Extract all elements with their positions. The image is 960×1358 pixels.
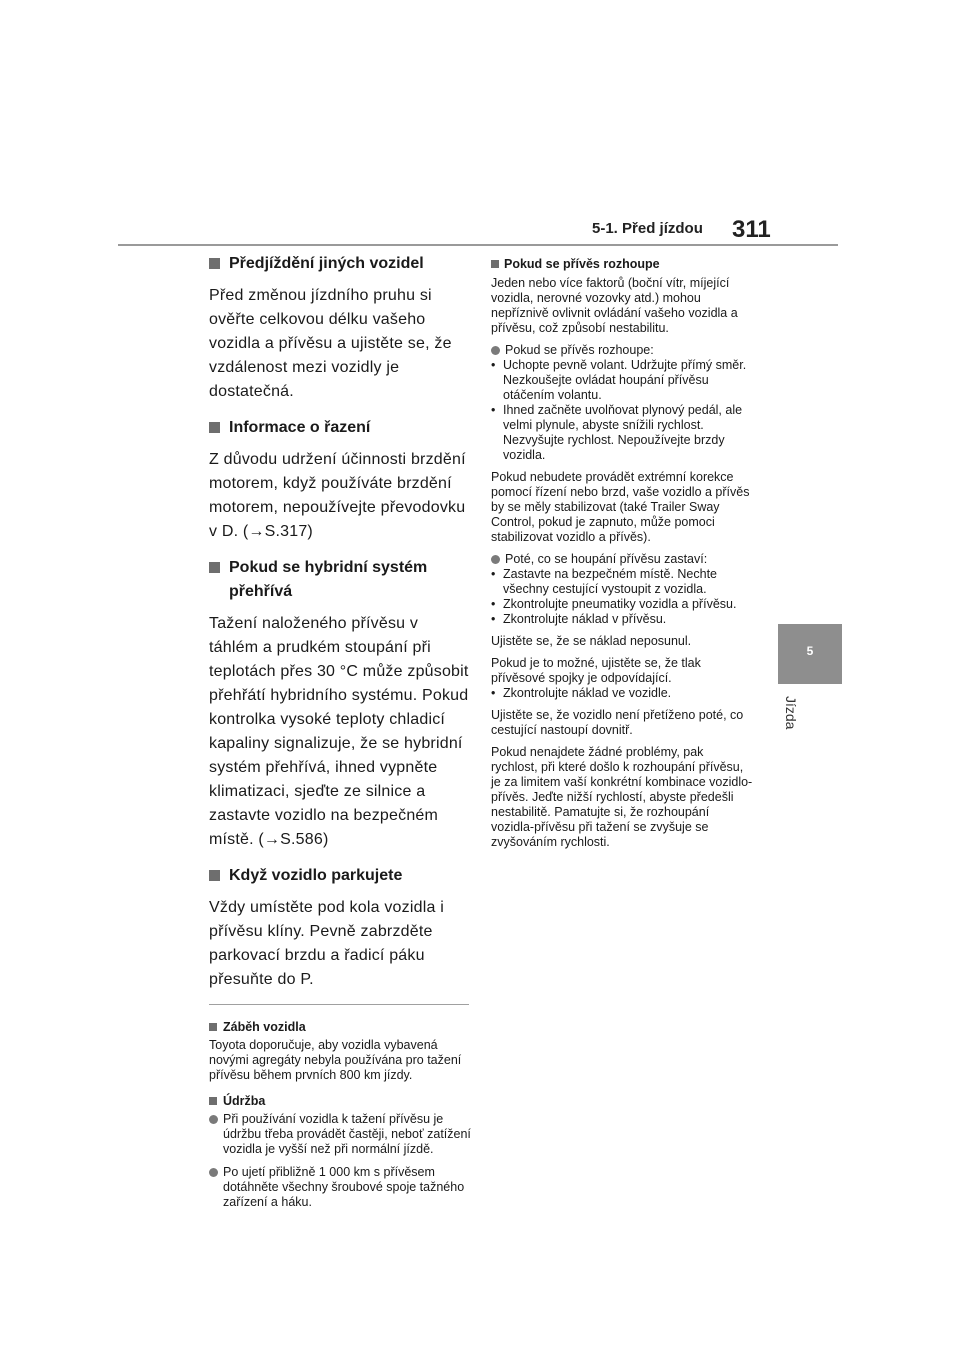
square-bullet-icon	[209, 422, 220, 433]
square-bullet-icon	[491, 260, 499, 268]
sub-list-item: • Zkontrolujte náklad v přívěsu.	[491, 612, 667, 626]
square-bullet-icon	[209, 870, 220, 881]
sub-list	[491, 358, 753, 463]
sub-list-item: • Zkontrolujte pneumatiky vozidla a přívěsu.	[491, 597, 737, 611]
chapter-number: 5	[806, 644, 814, 658]
paragraph: Jeden nebo více faktorů (boční vítr, míjející vozidla, nerovné vozovky atd.) mohou nepříznivě ovlivnit ovládání vašeho vozidla a přívěsu, což způsobí nestabilitu.	[491, 276, 738, 335]
section-title: Předjíždění jiných vozidel	[229, 255, 424, 272]
sub-list-item: • Uchopte pevně volant. Udržujte přímý směr. Nezkoušejte ovládat houpání přívěsu otáčením volantu.	[491, 358, 747, 402]
chapter-label: Jízda	[783, 696, 799, 730]
sub-list-item: • Ihned začněte uvolňovat plynový pedál, ale velmi plynule, abyste snížili rychlost. Nezvyšujte rychlost. Nepoužívejte brzdy vozidla.	[491, 403, 743, 462]
square-bullet-icon	[209, 1097, 217, 1105]
square-bullet-icon	[209, 1023, 217, 1031]
section-title: Informace o řazení	[229, 419, 371, 436]
section-text: Před změnou jízdního pruhu si ověřte celkovou délku vašeho vozidla a přívěsu a ujistěte se, že vzdálenost mezi vozidly je dostatečná.	[209, 287, 452, 400]
section-title: Pokud se hybridní systém přehřívá	[229, 559, 428, 600]
paragraph: Ujistěte se, že vozidlo není přetíženo poté, co cestující nastoupí dovnitř.	[491, 708, 744, 737]
divider	[209, 1004, 469, 1005]
left-column	[209, 252, 471, 1220]
section-header: 5-1. Před jízdou	[592, 220, 703, 237]
section-text: Tažení naloženého přívěsu v táhlém a prudkém stoupání při teplotách přes 30 °C může způsobit přehřátí hybridního systému. Pokud kontrolka vysoké teploty chladicí kapaliny signalizuje, že se hybridní systém přehřívá, ihned vypněte klimatizaci, sjeďte ze silnice a zastavte vozidlo na bezpečném místě. (→S.586)	[209, 615, 469, 848]
section-title: Když vozidlo parkujete	[229, 867, 403, 884]
section-shifting	[209, 416, 471, 544]
section-overtaking	[209, 252, 471, 404]
list-item: Po ujetí přibližně 1 000 km s přívěsem dotáhněte všechny šroubové spoje tažného zařízení a háku.	[209, 1165, 471, 1210]
header-rule	[118, 244, 838, 246]
square-bullet-icon	[209, 258, 220, 269]
list-item: Poté, co se houpání přívěsu zastaví:	[491, 552, 753, 567]
note-sway-title: Pokud se přívěs rozhoupe	[491, 256, 753, 272]
note-title: Údržba	[223, 1094, 266, 1108]
paragraph: Pokud nebudete provádět extrémní korekce pomocí řízení nebo brzd, vaše vozidlo a přívěs by se měly stabilizovat (také Trailer Sway Control, pokud je zapnuto, může pomoci stabilizovat vozidlo a přívěs).	[491, 470, 750, 544]
square-bullet-icon	[209, 562, 220, 573]
note-maintenance	[209, 1093, 471, 1210]
sub-list	[491, 567, 753, 627]
section-parking	[209, 864, 471, 992]
sub-list-item: • Zastavte na bezpečném místě. Nechte všechny cestující vystoupit z vozidla.	[491, 567, 717, 596]
paragraph: Pokud nenajdete žádné problémy, pak rychlost, při které došlo k rozhoupání přívěsu, je za limitem vaší konkrétní kombinace vozidlo-přívěs. Jeďte nižší rychlostí, abyste předešli nestabilitě. Pamatujte si, že rozhoupání vozidla-přívěsu při tažení se zvyšuje se zvyšováním rychlosti.	[491, 745, 753, 849]
circle-bullet-icon	[491, 346, 500, 355]
list-item: Při používání vozidla k tažení přívěsu je údržbu třeba provádět častěji, neboť zatížení vozidla je vyšší než při normální jízdě.	[209, 1112, 471, 1157]
note-break-in	[209, 1019, 471, 1083]
note-text: Toyota doporučuje, aby vozidla vybavená novými agregáty nebyla používána pro tažení přívěsu během prvních 800 km jízdy.	[209, 1038, 462, 1082]
right-column	[491, 256, 753, 857]
note-title: Záběh vozidla	[223, 1020, 306, 1034]
paragraph: Pokud je to možné, ujistěte se, že tlak přívěsové spojky je odpovídající.	[491, 656, 701, 685]
circle-bullet-icon	[209, 1168, 218, 1177]
sub-list-item: • Zkontrolujte náklad ve vozidle.	[491, 686, 672, 700]
paragraph: Ujistěte se, že se náklad neposunul.	[491, 634, 692, 648]
section-overheating	[209, 556, 471, 852]
section-text: Z důvodu udržení účinnosti brzdění motorem, když používáte brzdění motorem, nepoužívejte převodovku v D. (→S.317)	[209, 451, 466, 540]
chapter-tab[interactable]	[778, 624, 842, 684]
circle-bullet-icon	[491, 555, 500, 564]
sub-list	[491, 686, 753, 701]
page-number: 311	[732, 216, 771, 243]
list-item: Pokud se přívěs rozhoupe:	[491, 343, 753, 358]
circle-bullet-icon	[209, 1115, 218, 1124]
section-text: Vždy umístěte pod kola vozidla i přívěsu klíny. Pevně zabrzděte parkovací brzdu a řadicí páku přesuňte do P.	[209, 899, 444, 988]
